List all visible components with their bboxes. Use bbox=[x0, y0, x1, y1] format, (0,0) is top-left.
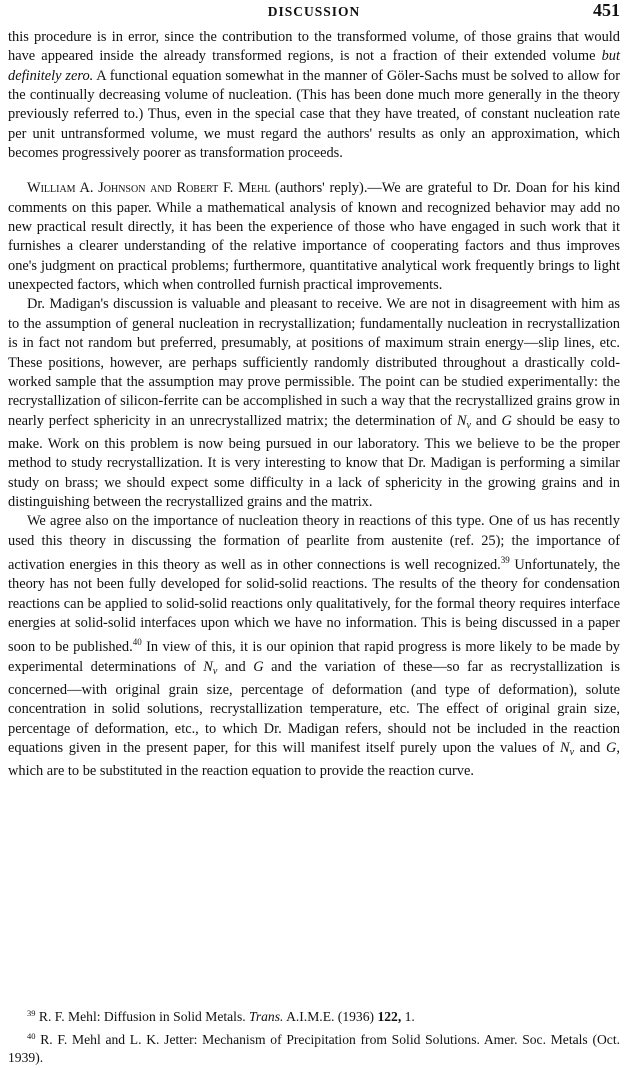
paragraph-continuation: this procedure is in error, since the contribution to the transformed volume, of those grains that would have appeared inside the already transformed regions, is not a fraction of their extended volume but definitely zero. A functional equation somewhat in the manner of Göler-Sachs must be solved to allow for the continually decreasing volume of nucleation. (This has been done much more generally in the theory previously referred to.) Thus, even in the special case that they have treated, of constant nucleation rate per unit untransformed volume, we must regard the authors' results as only an approximation, which becomes progressively poorer as transformation proceeds. bbox=[8, 29, 620, 162]
page-header bbox=[8, 0, 620, 28]
symbol-n: N bbox=[456, 412, 467, 429]
footnotes bbox=[8, 1004, 620, 1068]
author-names: William A. Johnson and Robert F. Mehl bbox=[27, 180, 271, 197]
footnote-39: $^{39}$ R. F. Mehl: Diffusion in Solid Metals. Trans. A.I.M.E. (1936) 122, 1. bbox=[27, 1008, 415, 1024]
paragraph-authors-reply: William A. Johnson and Robert F. Mehl (authors' reply).—We are grateful to Dr. Doan for his kind comments on this paper. While a mathematical analysis of known and recognized behavior may add no new practical result directly, it has been the experience of those who have engaged in such work that it furnishes a clearer understanding of the relative importance of cooperating factors and thus improves one's judgment on practical problems; furthermore, quantitative analytical work frequently brings to light unexpected factors, which when controlled furnish practical improvements. bbox=[8, 180, 620, 294]
page-number: 451 bbox=[593, 0, 620, 20]
running-head: DISCUSSION bbox=[267, 4, 361, 19]
footnote-40: $^{40}$ R. F. Mehl and L. K. Jetter: Mechanism of Precipitation from Solid Solutions. Amer. Soc. Metals (Oct. 1939). bbox=[8, 1030, 620, 1065]
paragraph-madigan: Dr. Madigan's discussion is valuable and pleasant to receive. We are not in disagreement with him as to the assumption of general nucleation in recrystallization; fundamentally nucleation in recrystallization is in fact not random but preferred, presumably, at positions of maximum strain energy—slip lines, etc. These positions, however, are perhaps sufficiently randomly distributed throughout a drastically cold-worked sample that the assumption may prove permissible. The point can be studied experimentally: the recrystallization of silicon-ferrite can be accomplished in such a way that the recrystallized grains grow in nearly perfect sphericity in an unrecrystallized matrix; the determination of $N_v$ and G should be easy to make. Work on this problem is now being pursued in our laboratory. This we believe to be the proper method to study recrystallization. It is very interesting to know that Dr. Madigan is performing a similar study on brass; we should expect some difficulty in a lack of sphericity in the growing grains and in distinguishing between the recrystallized grains and the matrix. bbox=[8, 296, 620, 510]
footnote-ref: 39 bbox=[500, 554, 510, 565]
footnote-ref: 40 bbox=[132, 637, 142, 648]
section-gap bbox=[8, 163, 620, 179]
article-body bbox=[8, 28, 620, 782]
symbol-g: G bbox=[501, 412, 512, 429]
paragraph-nucleation: We agree also on the importance of nucleation theory in reactions of this type. One of us has recently used this theory in discussing the formation of pearlite from austenite (ref. 25); the importance of activation energies in this theory as well as in other connections is well recognized.$^{39}$ Unfortunately, the theory has not been fully developed for solid-solid reactions. The results of the theory for condensation reactions can be applied to solid-solid reactions only qualitatively, for the formal theory requires interface energies at solid-solid interfaces upon which we have no information. This is being discussed in a paper soon to be published.$^{40}$ In view of this, it is our opinion that rapid progress is more likely to be made by experimental determinations of $N_v$ and G and the variation of these—so far as recrystallization is concerned—with original grain size, percentage of deformation (and type of deformation), solute concentration in solid solutions, recrystallization temperature, etc. The effect of original grain size, percentage of deformation, etc., to which Dr. Madigan refers, should not be included in the reaction equations given in the present paper, for this will manifest itself purely upon the values of $N_v$ and G, which are to be substituted in the reaction equation to provide the reaction curve. bbox=[8, 513, 620, 780]
